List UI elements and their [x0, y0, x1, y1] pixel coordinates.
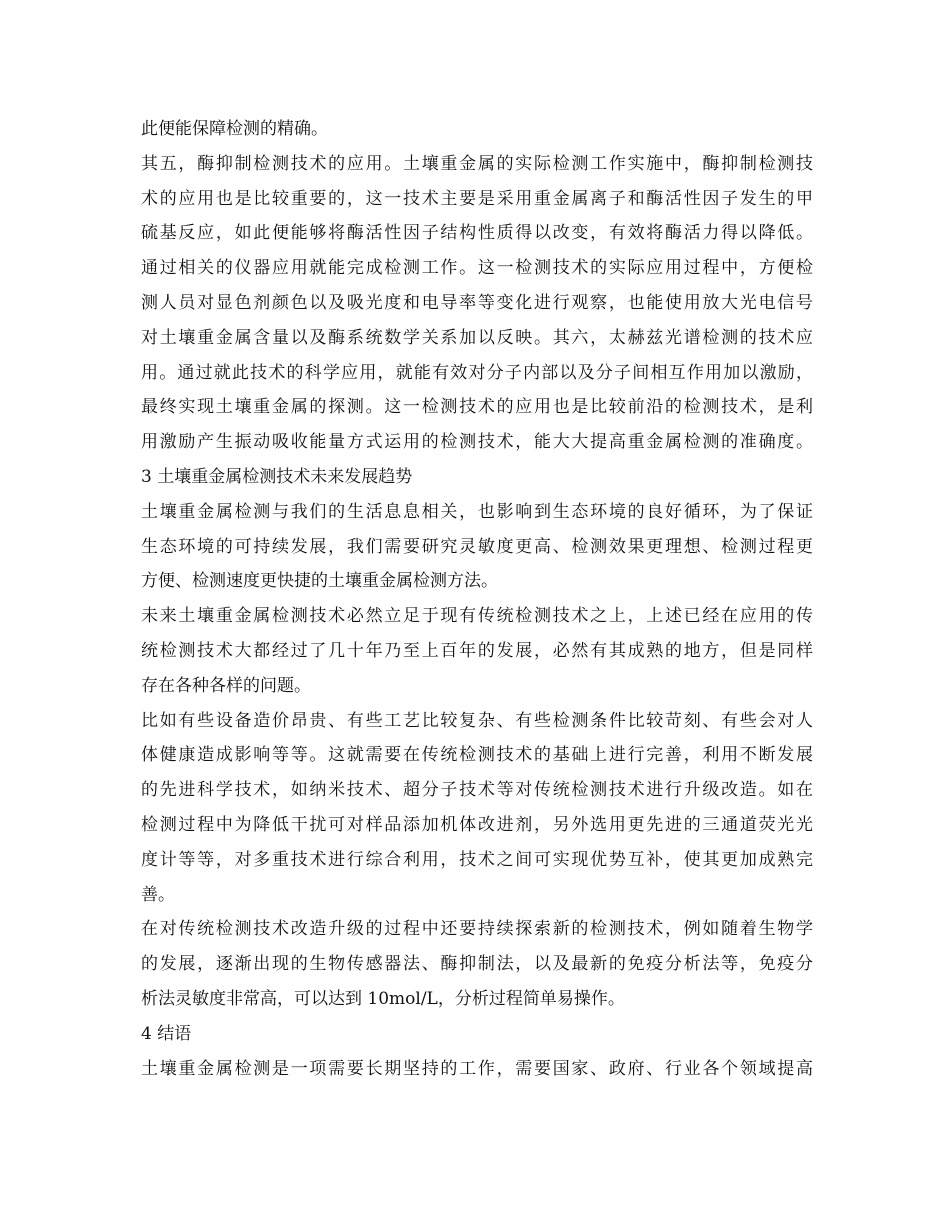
text-line: 此便能保障检测的精确。 [141, 119, 328, 139]
document-body [141, 112, 813, 1086]
text-line: 4 结语 [141, 1023, 192, 1044]
text-line: 通过相关的仪器应用就能完成检测工作。这一检测技术的实际应用过程中，方便检 [141, 258, 813, 279]
text-line: 硫基反应，如此便能够将酶活性因子结构性质得以改变，有效将酶活力得以降低。 [141, 223, 813, 244]
text-line: 析法灵敏度非常高，可以达到 10mol/L，分析过程简单易操作。 [141, 988, 625, 1009]
text-line: 未来土壤重金属检测技术必然立足于现有传统检测技术之上，上述已经在应用的传 [141, 606, 813, 627]
text-line: 在对传统检测技术改造升级的过程中还要持续探索新的检测技术，例如随着生物学 [141, 919, 813, 940]
text-line: 土壤重金属检测与我们的生活息息相关，也影响到生态环境的良好循环，为了保证 [141, 501, 813, 522]
text-line: 统检测技术大都经过了几十年乃至上百年的发展，必然有其成熟的地方，但是同样 [141, 640, 813, 661]
text-line: 3 土壤重金属检测技术未来发展趋势 [141, 466, 413, 487]
text-line: 对土壤重金属含量以及酶系统数学关系加以反映。其六，太赫兹光谱检测的技术应 [141, 327, 813, 348]
text-line: 的发展，逐渐出现的生物传感器法、酶抑制法，以及最新的免疫分析法等，免疫分 [141, 954, 813, 975]
text-line: 的先进科学技术，如纳米技术、超分子技术等对传统检测技术进行升级改造。如在 [141, 780, 813, 801]
text-line: 最终实现土壤重金属的探测。这一检测技术的应用也是比较前沿的检测技术，是利 [141, 397, 813, 418]
text-line: 生态环境的可持续发展，我们需要研究灵敏度更高、检测效果更理想、检测过程更 [141, 536, 813, 557]
text-line: 体健康造成影响等等。这就需要在传统检测技术的基础上进行完善，利用不断发展 [141, 745, 813, 766]
text-line: 比如有些设备造价昂贵、有些工艺比较复杂、有些检测条件比较苛刻、有些会对人 [141, 710, 813, 731]
text-line: 用。通过就此技术的科学应用，就能有效对分子内部以及分子间相互作用加以激励， [141, 362, 813, 383]
text-line: 其五，酶抑制检测技术的应用。土壤重金属的实际检测工作实施中，酶抑制检测技 [141, 153, 813, 174]
text-line: 土壤重金属检测是一项需要长期坚持的工作，需要国家、政府、行业各个领域提高 [141, 1058, 813, 1079]
text-line: 善。 [141, 884, 175, 905]
text-line: 度计等等，对多重技术进行综合利用，技术之间可实现优势互补，使其更加成熟完 [141, 849, 813, 870]
text-line: 方便、检测速度更快捷的土壤重金属检测方法。 [141, 571, 498, 592]
text-line: 检测过程中为降低干扰可对样品添加机体改进剂，另外选用更先进的三通道荧光光 [141, 814, 813, 835]
text-line: 用激励产生振动吸收能量方式运用的检测技术，能大大提高重金属检测的准确度。 [141, 432, 813, 453]
text-line: 存在各种各样的问题。 [141, 675, 311, 696]
text-line: 术的应用也是比较重要的，这一技术主要是采用重金属离子和酶活性因子发生的甲 [141, 188, 813, 209]
text-line: 测人员对显色剂颜色以及吸光度和电导率等变化进行观察，也能使用放大光电信号 [141, 292, 813, 313]
